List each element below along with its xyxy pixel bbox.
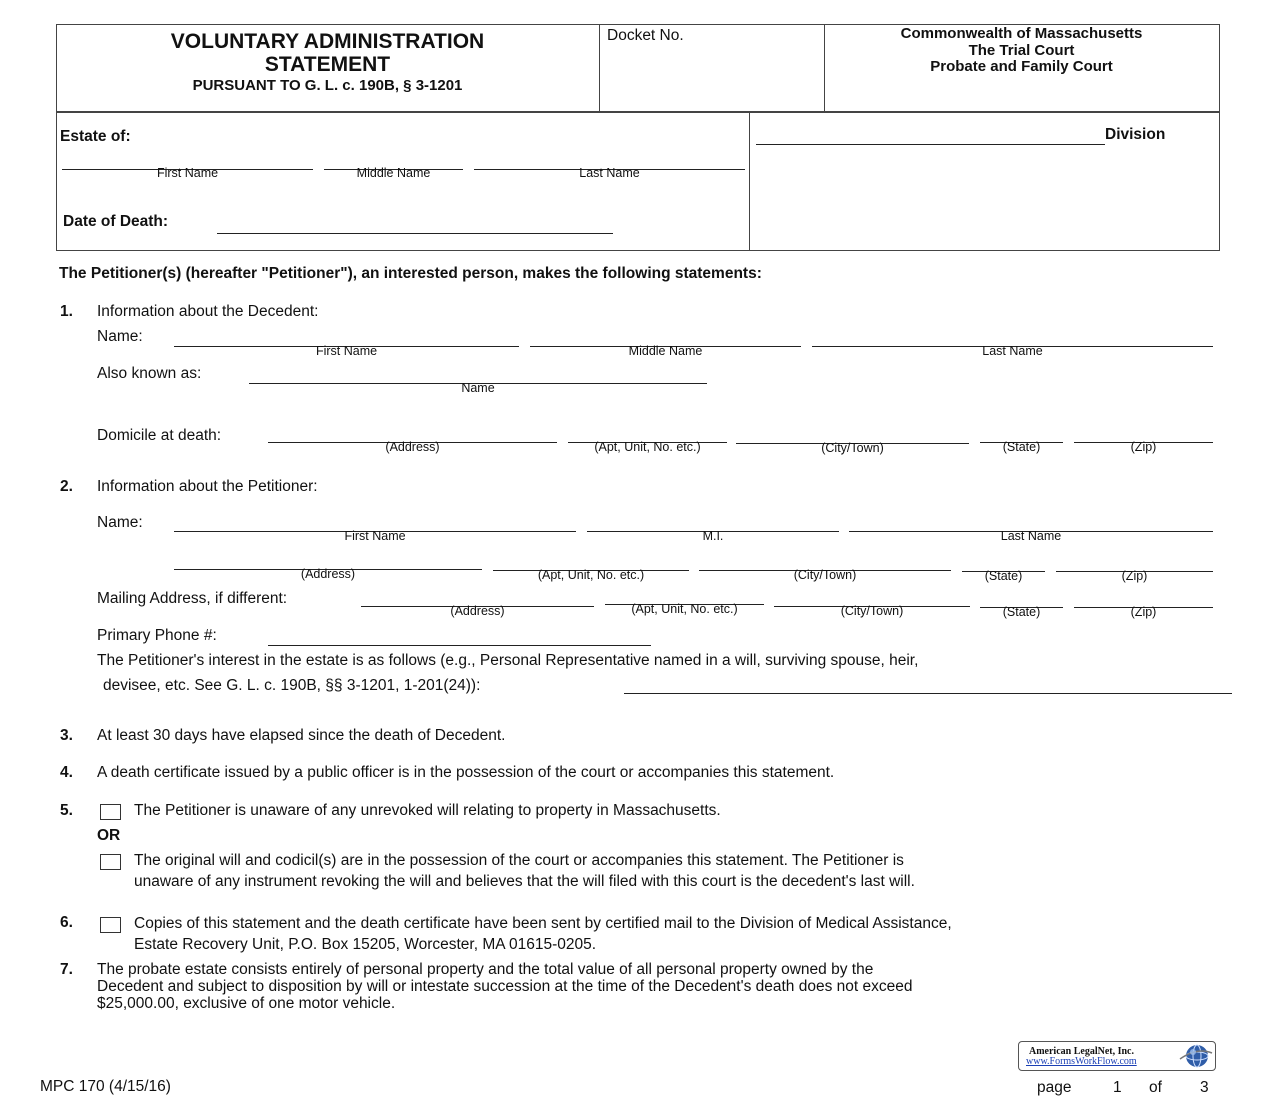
intro-statement: The Petitioner(s) (hereafter "Petitioner"), an interested person, makes the following statements: <box>59 265 762 282</box>
petitioner-address-caption: (Address) <box>300 567 356 581</box>
globe-icon <box>1177 1043 1213 1069</box>
division-input[interactable] <box>756 124 1108 144</box>
docket-label: Docket No. <box>607 27 684 44</box>
or-label: OR <box>97 827 121 844</box>
section-6-number: 6. <box>60 914 73 931</box>
domicile-zip-caption: (Zip) <box>1130 440 1157 454</box>
section-2-number: 2. <box>60 478 73 495</box>
court-line3: Probate and Family Court <box>930 58 1113 75</box>
section-3-number: 3. <box>60 727 73 744</box>
copies-sent-checkbox[interactable] <box>100 917 121 933</box>
primary-phone-line <box>268 645 651 646</box>
petitioner-zip-input[interactable] <box>1056 550 1216 570</box>
form-title-line2: STATEMENT <box>264 53 391 76</box>
estate-label: Estate of: <box>60 128 131 145</box>
petitioner-apt-input[interactable] <box>493 549 692 569</box>
domicile-apt-input[interactable] <box>568 422 730 442</box>
decedent-first-name-caption: First Name <box>315 344 378 358</box>
no-will-text: The Petitioner is unaware of any unrevoked will relating to property in Massachusetts. <box>134 802 721 819</box>
domicile-address-input[interactable] <box>268 422 560 442</box>
estate-last-name-caption: Last Name <box>579 166 640 180</box>
mailing-state-caption: (State) <box>1002 605 1041 619</box>
mailing-state-input[interactable] <box>980 587 1066 607</box>
petitioner-state-input[interactable] <box>962 550 1048 570</box>
interest-text-line2: devisee, etc. See G. L. c. 190B, §§ 3-1201, 1-201(24)): <box>103 677 481 694</box>
domicile-state-input[interactable] <box>980 422 1066 442</box>
section-4-text: A death certificate issued by a public officer is in the possession of the court or accompanies this statement. <box>97 764 835 781</box>
domicile-zip-input[interactable] <box>1074 422 1216 442</box>
docket-input[interactable] <box>607 55 821 75</box>
interest-text-line1: The Petitioner's interest in the estate is as follows (e.g., Personal Representative named in a will, surviving spouse, heir, <box>97 652 919 669</box>
page-label: page <box>1037 1079 1072 1096</box>
mailing-zip-input[interactable] <box>1074 587 1216 607</box>
petitioner-name-label: Name: <box>97 514 143 531</box>
petitioner-city-input[interactable] <box>699 549 954 569</box>
vendor-url[interactable]: www.FormsWorkFlow.com <box>1026 1056 1137 1067</box>
interest-input[interactable] <box>624 672 1234 692</box>
section-1-heading: Information about the Decedent: <box>97 303 319 320</box>
domicile-city-input[interactable] <box>736 422 972 442</box>
petitioner-mi-caption: M.I. <box>702 529 724 543</box>
form-title-line1: VOLUNTARY ADMINISTRATION <box>170 30 485 53</box>
section-1-number: 1. <box>60 303 73 320</box>
domicile-apt-caption: (Apt, Unit, No. etc.) <box>594 440 701 454</box>
vendor-badge[interactable] <box>1018 1041 1216 1071</box>
petitioner-address-input[interactable] <box>174 549 485 569</box>
decedent-middle-name-input[interactable] <box>530 326 804 346</box>
date-of-death-line <box>217 233 613 234</box>
original-will-text-line1: The original will and codicil(s) are in the possession of the court or accompanies this statement. The Petitioner is <box>134 852 904 869</box>
estate-value-text-line2: Decedent and subject to disposition by will or intestate succession at the time of the Decedent's death does not exceed <box>97 978 913 995</box>
estate-divider <box>749 111 750 250</box>
mailing-city-input[interactable] <box>774 586 973 606</box>
domicile-state-caption: (State) <box>1002 440 1041 454</box>
aka-caption: Name <box>461 381 495 395</box>
decedent-middle-name-caption: Middle Name <box>628 344 703 358</box>
petitioner-zip-caption: (Zip) <box>1121 569 1148 583</box>
date-of-death-input[interactable] <box>217 212 616 232</box>
vendor-name: American LegalNet, Inc. <box>1029 1046 1134 1057</box>
copies-sent-text-line1: Copies of this statement and the death certificate have been sent by certified mail to the Division of Medical Assistance, <box>134 915 952 932</box>
petitioner-first-name-caption: First Name <box>344 529 406 543</box>
mailing-apt-caption: (Apt, Unit, No. etc.) <box>631 602 738 616</box>
section-4-number: 4. <box>60 764 73 781</box>
decedent-first-name-input[interactable] <box>174 326 522 346</box>
page-number: 1 <box>1113 1079 1122 1096</box>
mailing-address-input[interactable] <box>361 586 597 606</box>
header-divider-1 <box>599 24 600 112</box>
petitioner-city-caption: (City/Town) <box>793 568 857 582</box>
domicile-label: Domicile at death: <box>97 427 222 444</box>
page-total: 3 <box>1200 1079 1209 1096</box>
domicile-address-caption: (Address) <box>385 440 440 454</box>
section-3-text: At least 30 days have elapsed since the death of Decedent. <box>97 727 506 744</box>
estate-value-text-line1: The probate estate consists entirely of personal property and the total value of all personal property owned by the <box>97 961 874 978</box>
mailing-apt-input[interactable] <box>605 584 767 604</box>
copies-sent-text-line2: Estate Recovery Unit, P.O. Box 15205, Worcester, MA 01615-0205. <box>134 936 597 953</box>
original-will-text-line2: unaware of any instrument revoking the will and believes that the will filed with this court is the decedent's last will. <box>134 873 915 890</box>
petitioner-mi-input[interactable] <box>587 511 842 531</box>
petitioner-first-name-input[interactable] <box>174 511 579 531</box>
decedent-last-name-caption: Last Name <box>982 344 1043 358</box>
division-label: Division <box>1105 126 1166 143</box>
aka-label: Also known as: <box>97 365 202 382</box>
section-2-heading: Information about the Petitioner: <box>97 478 318 495</box>
mailing-address-caption: (Address) <box>450 604 505 618</box>
decedent-name-label: Name: <box>97 328 143 345</box>
form-subtitle: PURSUANT TO G. L. c. 190B, § 3-1201 <box>192 77 463 94</box>
petitioner-apt-caption: (Apt, Unit, No. etc.) <box>537 568 645 582</box>
no-will-checkbox[interactable] <box>100 804 121 820</box>
section-5-number: 5. <box>60 802 73 819</box>
estate-middle-name-caption: Middle Name <box>356 166 431 180</box>
petitioner-state-caption: (State) <box>984 569 1023 583</box>
petitioner-last-name-input[interactable] <box>849 511 1216 531</box>
interest-line <box>624 693 1232 694</box>
court-line1: Commonwealth of Massachusetts <box>900 25 1143 42</box>
division-line <box>756 144 1105 145</box>
mailing-zip-caption: (Zip) <box>1130 605 1157 619</box>
estate-value-text-line3: $25,000.00, exclusive of one motor vehicle. <box>97 995 396 1012</box>
domicile-city-caption: (City/Town) <box>821 441 884 455</box>
date-of-death-label: Date of Death: <box>63 213 169 230</box>
section-7-number: 7. <box>60 961 73 978</box>
mailing-city-caption: (City/Town) <box>840 604 904 618</box>
petitioner-last-name-caption: Last Name <box>1000 529 1062 543</box>
page-of-label: of <box>1149 1079 1162 1096</box>
primary-phone-label: Primary Phone #: <box>97 627 217 644</box>
form-id: MPC 170 (4/15/16) <box>40 1078 171 1095</box>
mailing-address-label: Mailing Address, if different: <box>97 590 288 607</box>
aka-input[interactable] <box>249 363 710 383</box>
original-will-checkbox[interactable] <box>100 854 121 870</box>
decedent-last-name-input[interactable] <box>812 326 1216 346</box>
estate-first-name-caption: First Name <box>156 166 219 180</box>
primary-phone-input[interactable] <box>268 624 654 644</box>
court-line2: The Trial Court <box>968 42 1075 59</box>
